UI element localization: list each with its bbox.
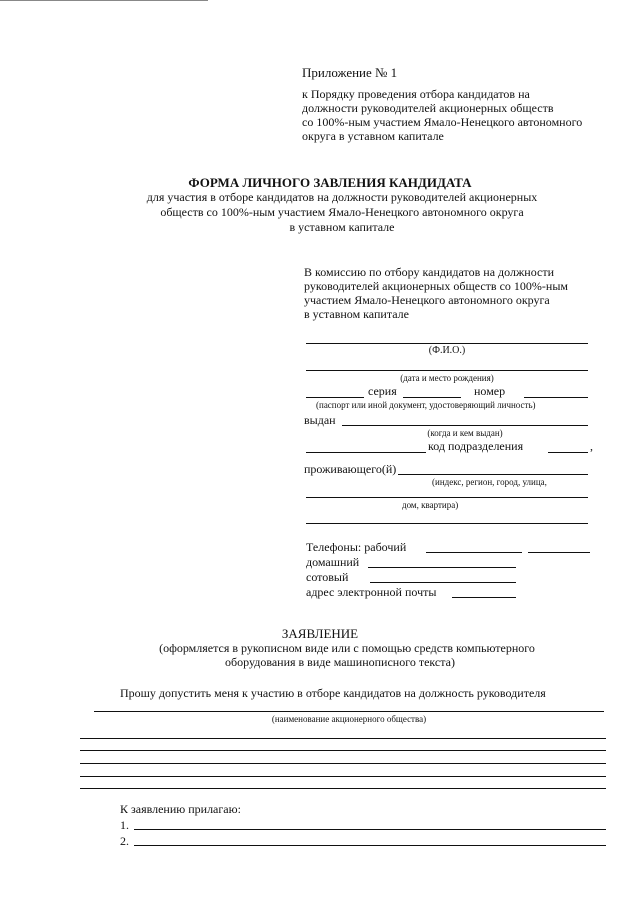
division-code-label: код подразделения — [428, 439, 524, 453]
addressee-line-4: в уставном капитале — [304, 307, 409, 321]
phone-home-label: домашний — [306, 555, 360, 569]
issue-date-line[interactable] — [306, 452, 426, 453]
issued-caption: (когда и кем выдан) — [427, 428, 503, 438]
appendix-number: Приложение № 1 — [302, 65, 398, 80]
attachment-item-1-line[interactable] — [134, 829, 606, 830]
residing-label: проживающего(й) — [304, 462, 397, 476]
attachment-item-2-line[interactable] — [134, 845, 606, 846]
phone-work-line-1[interactable] — [426, 552, 522, 553]
address-caption-1: (индекс, регион, город, улица, — [432, 477, 547, 487]
address-field-line-2[interactable] — [306, 497, 588, 498]
top-edge-line — [0, 0, 208, 1]
attachment-item-2-number: 2. — [120, 834, 129, 848]
addressee-line-2: руководителей акционерных обществ со 100%-ным — [304, 279, 568, 293]
series-field-line[interactable] — [403, 397, 461, 398]
phone-mobile-line[interactable] — [370, 582, 516, 583]
birth-caption: (дата и место рождения) — [400, 373, 494, 383]
email-label: адрес электронной почты — [306, 585, 437, 599]
request-text: Прошу допустить меня к участию в отборе кандидатов на должность руководителя — [120, 686, 546, 700]
number-field-line[interactable] — [524, 397, 588, 398]
email-line[interactable] — [452, 597, 516, 598]
statement-text-line-5[interactable] — [80, 788, 606, 789]
phone-work-label: Телефоны: рабочий — [306, 540, 407, 554]
appendix-line-3: со 100%-ным участием Ямало-Ненецкого автономного — [302, 115, 583, 129]
phone-home-line[interactable] — [368, 567, 516, 568]
fio-caption: (Ф.И.О.) — [428, 345, 466, 356]
addressee-line-1: В комиссию по отбору кандидатов на должности — [304, 265, 554, 279]
series-label: серия — [368, 384, 397, 398]
statement-text-line-2[interactable] — [80, 750, 606, 751]
number-label: номер — [474, 384, 506, 398]
appendix-line-4: округа в уставном капитале — [302, 129, 444, 143]
appendix-line-1: к Порядку проведения отбора кандидатов на — [302, 87, 530, 101]
appendix-line-2: должности руководителей акционерных обществ — [302, 101, 554, 115]
issued-label: выдан — [304, 413, 336, 427]
form-subtitle-2: обществ со 100%-ным участием Ямало-Ненецкого автономного округа — [160, 205, 524, 219]
form-subtitle-3: в уставном капитале — [289, 220, 395, 234]
residing-field-line[interactable] — [398, 474, 588, 475]
division-code-field-line[interactable] — [548, 452, 588, 453]
attachments-heading: К заявлению прилагаю: — [120, 802, 241, 816]
phone-work-line-2[interactable] — [528, 552, 590, 553]
phone-mobile-label: сотовый — [306, 570, 349, 584]
statement-note-2: оборудования в виде машинописного текста) — [225, 655, 455, 669]
address-caption-2: дом, квартира) — [402, 500, 459, 510]
form-title: ФОРМА ЛИЧНОГО ЗАВЛЕНИЯ КАНДИДАТА — [188, 175, 472, 190]
division-code-comma: , — [590, 439, 593, 453]
statement-text-line-4[interactable] — [80, 776, 606, 777]
issued-field-line[interactable] — [342, 425, 588, 426]
statement-text-line-1[interactable] — [80, 738, 606, 739]
form-subtitle-1: для участия в отборе кандидатов на должности руководителей акционерных — [146, 190, 538, 204]
address-field-line-3[interactable] — [306, 523, 588, 524]
birth-field-line[interactable] — [306, 370, 588, 371]
statement-heading: ЗАЯВЛЕНИЕ — [281, 626, 359, 641]
fio-field-line[interactable] — [306, 343, 588, 344]
attachment-item-1-number: 1. — [120, 818, 129, 832]
company-caption: (наименование акционерного общества) — [271, 714, 427, 724]
statement-note-1: (оформляется в рукописном виде или с помощью средств компьютерного — [159, 641, 535, 655]
passport-caption: (паспорт или иной документ, удостоверяющий личность) — [316, 400, 536, 410]
statement-text-line-3[interactable] — [80, 763, 606, 764]
company-field-line[interactable] — [94, 711, 604, 712]
passport-type-line[interactable] — [306, 397, 364, 398]
addressee-line-3: участием Ямало-Ненецкого автономного округа — [304, 293, 550, 307]
